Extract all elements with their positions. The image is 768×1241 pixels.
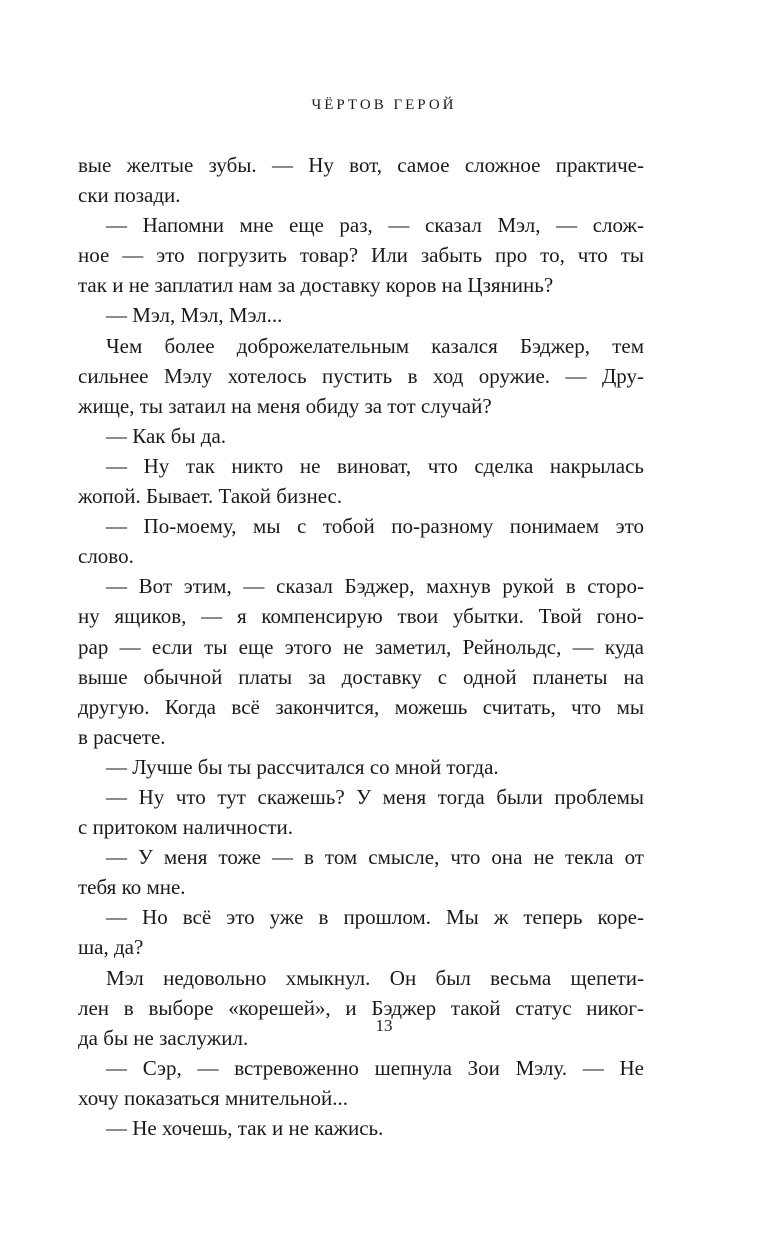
text-line: тебя ко мне. — [78, 875, 186, 900]
text-line: да бы не заслужил. — [78, 1025, 249, 1050]
text-line: сильнее Мэлу хотелось пустить в ход оружие. — Дру- — [78, 363, 644, 388]
text-line: ну ящиков, — я компенсирую твои убытки. Твой гоно- — [78, 604, 644, 629]
text-line: рар — если ты еще этого не заметил, Рейнольдс, — куда — [78, 634, 644, 659]
text-line: — Ну что тут скажешь? У меня тогда были проблемы — [106, 784, 644, 809]
text-line: хочу показаться мнительной... — [78, 1085, 349, 1110]
text-line: выше обычной платы за доставку с одной планеты на — [78, 664, 644, 689]
text-line: так и не заплатил нам за доставку коров на Цзянинь? — [78, 273, 554, 298]
text-line: вые желтые зубы. — Ну вот, самое сложное практиче- — [78, 153, 644, 177]
text-line: Мэл недовольно хмыкнул. Он был весьма щепети- — [106, 965, 644, 990]
text-line: в расчете. — [78, 724, 166, 749]
text-line: — Вот этим, — сказал Бэджер, махнув рукой в сторо- — [106, 574, 644, 599]
body-text — [78, 150, 644, 1143]
text-line: Чем более доброжелательным казался Бэджер, тем — [106, 333, 644, 358]
text-line: — Не хочешь, так и не кажись. — [106, 1116, 384, 1140]
text-line: — У меня тоже — в том смысле, что она не текла от — [106, 845, 644, 870]
page-number: 13 — [375, 1016, 393, 1035]
running-head: ЧЁРТОВ ГЕРОЙ — [311, 97, 457, 113]
text-line: ша, да? — [78, 935, 144, 960]
text-line: — Напомни мне еще раз, — сказал Мэл, — слож- — [106, 213, 644, 238]
text-line: другую. Когда всё закончится, можешь считать, что мы — [78, 694, 644, 719]
text-line: — Как бы да. — [106, 423, 227, 448]
text-line: — Но всё это уже в прошлом. Мы ж теперь коре- — [106, 905, 644, 930]
text-line: — Ну так никто не виноват, что сделка накрылась — [106, 453, 644, 478]
text-line: — Лучше бы ты рассчитался со мной тогда. — [106, 754, 499, 779]
text-line: — Сэр, — встревоженно шепнула Зои Мэлу. — Не — [106, 1055, 644, 1080]
text-line: лен в выборе «корешей», и Бэджер такой статус никог- — [78, 995, 644, 1020]
text-line: ски позади. — [78, 183, 181, 208]
text-line: — По-моему, мы с тобой по-разному понимаем это — [106, 514, 644, 539]
text-line: слово. — [78, 544, 134, 569]
text-line: — Мэл, Мэл, Мэл... — [106, 303, 283, 328]
text-line: ное — это погрузить товар? Или забыть про то, что ты — [78, 243, 644, 268]
text-line: жопой. Бывает. Такой бизнес. — [78, 484, 343, 509]
text-line: жище, ты затаил на меня обиду за тот случай? — [78, 393, 492, 418]
text-line: с притоком наличности. — [78, 815, 293, 840]
